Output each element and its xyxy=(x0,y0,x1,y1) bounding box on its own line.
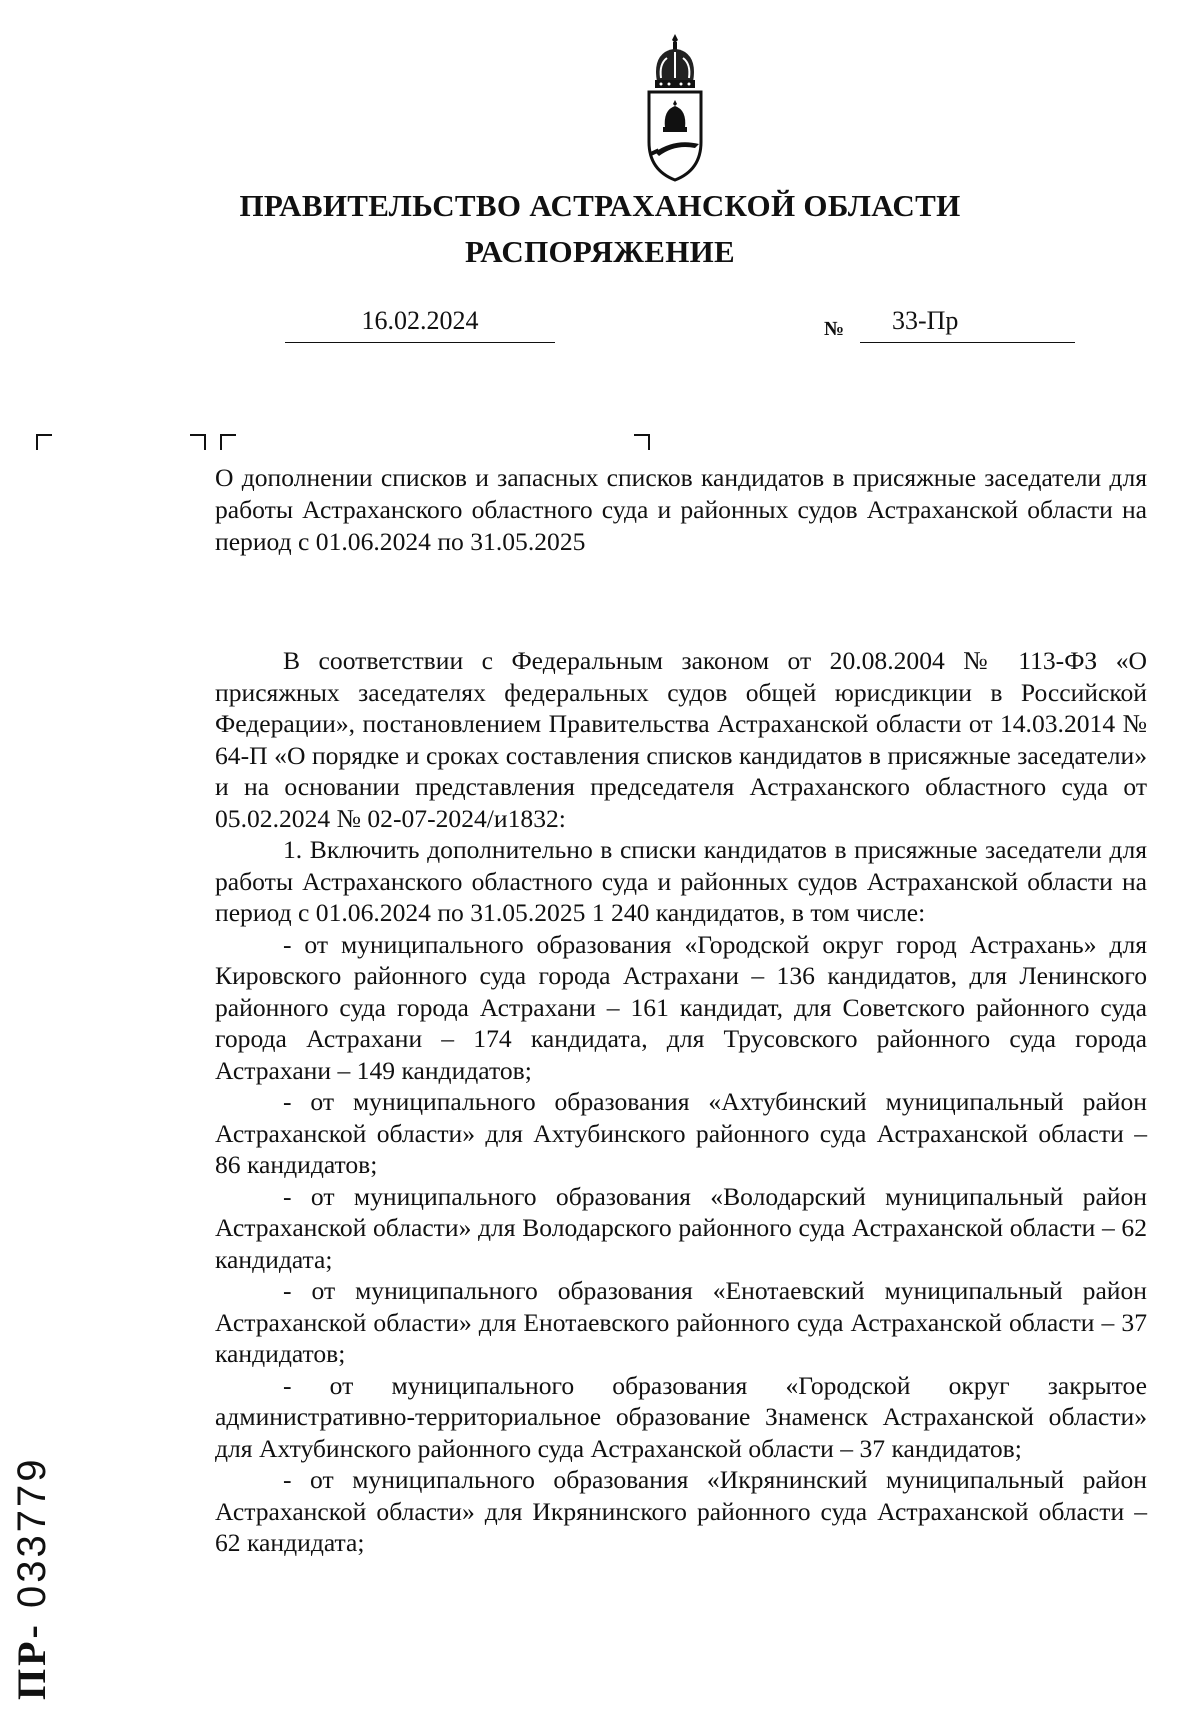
number-sign: № xyxy=(824,318,845,340)
margin-code-prefix: ПР- xyxy=(9,1622,54,1700)
list-item: - от муниципального образования «Енотаевский муниципальный район Астраханской области» для Енотаевского районного суда Астраханской области – 37 кандидатов; xyxy=(215,1276,1147,1368)
coat-of-arms-emblem xyxy=(635,30,715,182)
list-item: - от муниципального образования «Ахтубинский муниципальный район Астраханской области» для Ахтубинского районного суда Астраханской области – 86 кандидатов; xyxy=(215,1087,1147,1179)
list-item: - от муниципального образования «Городской округ закрытое административно-территориальное образование Знаменск Астраханской области» для Ахтубинского районного суда Астраханской области – 37 кандидатов; xyxy=(215,1370,1147,1463)
corner-mark-subject-right xyxy=(634,434,650,450)
corner-mark-subject-left-b xyxy=(220,434,236,450)
list-item: - от муниципального образования «Икрянинский муниципальный район Астраханской области» для Икрянинского районного суда Астраханской области – 62 кандидата; xyxy=(215,1465,1147,1557)
list-item: - от муниципального образования «Володарский муниципальный район Астраханской области» для Володарского районного суда Астраханской области – 62 кандидата; xyxy=(215,1181,1147,1274)
corner-mark-top-left xyxy=(36,434,52,450)
document-number: 33-Пр xyxy=(892,306,959,335)
preamble-paragraph: В соответствии с Федеральным законом от 20.08.2004 № 113-ФЗ «О присяжных заседателях федеральных судов общей юрисдикции в Российской Федерации», постановлением Правительства Астраханской области от 14.03.2014 № 64-П «О порядке и сроках составления списков кандидатов в присяжные заседатели» и на основании представления председателя Астраханского областного суда от 05.02.2024 № 02-07-2024/и1832: xyxy=(215,646,1147,833)
document-kind-title: РАСПОРЯЖЕНИЕ xyxy=(464,234,736,269)
margin-code-number: 033779 xyxy=(10,1456,54,1608)
government-title: ПРАВИТЕЛЬСТВО АСТРАХАНСКОЙ ОБЛАСТИ xyxy=(239,188,961,223)
subject-heading: О дополнении списков и запасных списков кандидатов в присяжные заседатели для работы Астраханского областного суда и районных судов Астраханской области на период с 01.06.2024 по 31.05.2025 xyxy=(215,463,1147,556)
corner-mark-subject-left-a xyxy=(190,434,206,450)
document-date: 16.02.2024 xyxy=(361,306,479,335)
margin-registration-code xyxy=(8,1457,55,1700)
number-underline xyxy=(860,342,1075,343)
list-item: - от муниципального образования «Городской округ город Астрахань» для Кировского районного суда города Астрахани – 136 кандидатов, для Ленинского районного суда города Астрахани – 161 кандидат, для Советского районного суда города Астрахани – 174 кандидата, для Трусовского районного суда города Астрахани – 149 кандидатов; xyxy=(215,929,1147,1085)
item-paragraph: 1. Включить дополнительно в списки кандидатов в присяжные заседатели для работы Астраханского областного суда и районных судов Астраханской области на период с 01.06.2024 по 31.05.2025 1 240 кандидатов, в том числе: xyxy=(215,835,1147,927)
date-underline xyxy=(285,342,555,343)
document-body xyxy=(215,645,1147,1559)
